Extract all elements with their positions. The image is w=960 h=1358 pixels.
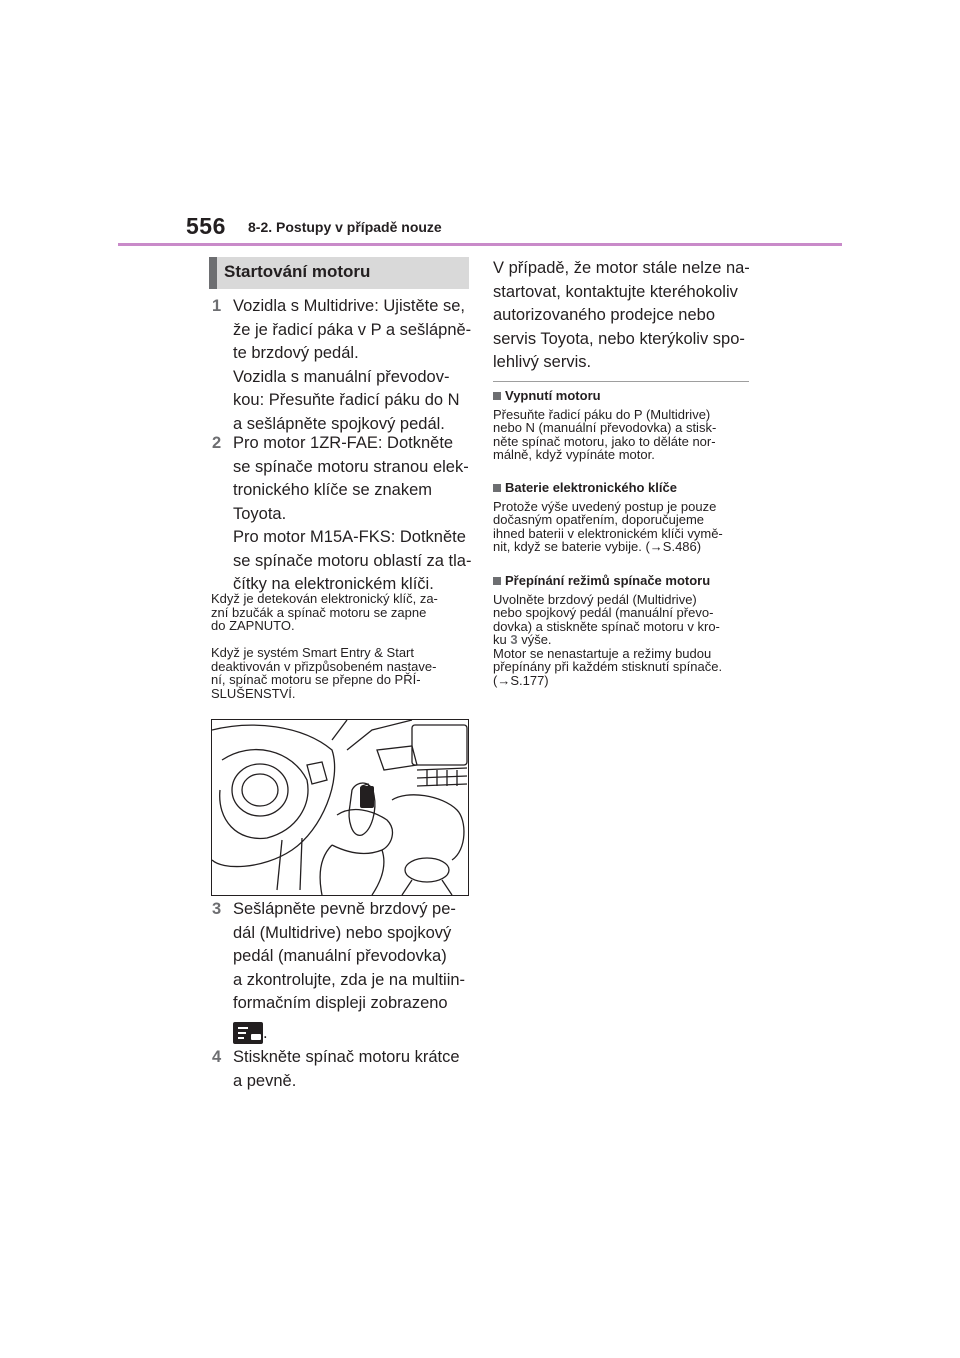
step-number: 4 xyxy=(212,1048,222,1066)
heading-accent-bar xyxy=(209,257,217,289)
section-heading xyxy=(209,257,469,289)
body-line: něte spínač motoru, jako to děláte nor- xyxy=(493,433,716,449)
step-line: Vozidla s Multidrive: Ujistěte se, xyxy=(233,297,466,315)
section-title: 8-2. Postupy v případě nouze xyxy=(248,219,442,235)
step-line: a pevně. xyxy=(233,1071,297,1090)
step-line: Stiskněte spínač motoru krátce xyxy=(233,1048,460,1066)
step-line: Pro motor 1ZR-FAE: Dotkněte xyxy=(233,434,454,452)
step-reference: 3 xyxy=(510,632,518,647)
step-4 xyxy=(212,1046,474,1093)
step-number: 3 xyxy=(212,900,222,918)
step-line: pedál (manuální převodovka) xyxy=(233,947,447,965)
line-text: ku xyxy=(493,632,511,647)
step-number: 2 xyxy=(212,434,222,452)
step-line: Sešlápněte pevně brzdový pe- xyxy=(233,900,456,918)
body-line: Uvolněte brzdový pedál (Multidrive) xyxy=(493,591,697,607)
note-line: do ZAPNUTO. xyxy=(211,618,295,633)
section-stop-engine xyxy=(493,389,716,462)
note-detected-key xyxy=(211,592,438,633)
note-line: zní bzučák a spínač motoru se zapne xyxy=(211,604,427,620)
square-bullet-icon xyxy=(493,577,501,585)
subsection-title: Přepínání režimů spínače motoru xyxy=(505,573,711,588)
step-line: dál (Multidrive) nebo spojkový xyxy=(233,923,452,942)
subsection-title: Vypnutí motoru xyxy=(505,388,601,403)
illustration-key-on-engine-switch xyxy=(211,719,469,896)
step-line: se spínače motoru stranou elek- xyxy=(233,457,469,476)
right-divider xyxy=(493,381,749,382)
step-line: že je řadicí páka v P a sešlápně- xyxy=(233,320,472,339)
step-line: formačním displeji zobrazeno xyxy=(233,994,448,1012)
para-line: lehlivý servis. xyxy=(493,353,592,371)
note-line: Když je detekován elektronický klíč, za- xyxy=(211,591,438,606)
body-line: ihned baterii v elektronickém klíči vymě- xyxy=(493,525,723,541)
step-line: Toyota. xyxy=(233,504,287,523)
heading-text: Startování motoru xyxy=(224,262,371,281)
section-switch-modes xyxy=(493,574,722,687)
step-period: . xyxy=(263,1023,268,1042)
body-line: Protože výše uvedený postup je pouze xyxy=(493,498,717,514)
step-icon-line xyxy=(233,1022,474,1046)
step-line: Pro motor M15A-FKS: Dotkněte xyxy=(233,528,466,546)
para-line: V případě, že motor stále nelze na- xyxy=(493,259,750,277)
body-line: Motor se nenastartuje a režimy budou xyxy=(493,645,712,661)
para-line: servis Toyota, nebo kterýkoliv spo- xyxy=(493,329,745,348)
note-line: Když je systém Smart Entry & Start xyxy=(211,645,414,660)
body-line: málně, když vypínáte motor. xyxy=(493,447,655,462)
step-line: čítky na elektronickém klíči. xyxy=(233,575,434,593)
step-line: se spínače motoru oblastí za tla- xyxy=(233,551,472,570)
para-line: startovat, kontaktujte kteréhokoliv xyxy=(493,282,738,301)
note-smart-entry xyxy=(211,646,436,700)
contact-dealer-paragraph xyxy=(493,257,753,375)
step-3 xyxy=(212,898,474,1045)
body-line xyxy=(493,633,722,647)
header-divider xyxy=(118,243,842,246)
body-line: dočasným opatřením, doporučujeme xyxy=(493,512,705,527)
section-key-battery xyxy=(493,481,723,554)
body-line: Přesuňte řadicí páku do P (Multidrive) xyxy=(493,406,711,422)
step-line: tronického klíče se znakem xyxy=(233,481,433,499)
subsection-title: Baterie elektronického klíče xyxy=(505,480,677,495)
note-line: deaktivován v přizpůsobeném nastave- xyxy=(211,658,437,674)
body-line: nit, když se baterie vybije. (→S.486) xyxy=(493,539,702,554)
body-line: nebo spojkový pedál (manuální převo- xyxy=(493,605,714,620)
smart-key-shape xyxy=(360,786,374,808)
square-bullet-icon xyxy=(493,484,501,492)
body-line: dovka) a stiskněte spínač motoru v kro- xyxy=(493,618,720,634)
square-bullet-icon xyxy=(493,392,501,400)
step-line: a zkontrolujte, zda je na multiin- xyxy=(233,970,466,989)
step-line: te brzdový pedál. xyxy=(233,344,359,362)
step-1 xyxy=(212,295,474,436)
para-line: autorizovaného prodejce nebo xyxy=(493,306,716,324)
body-line: (→S.177) xyxy=(493,672,549,688)
step-2 xyxy=(212,432,474,597)
dashboard-illustration xyxy=(212,720,468,895)
body-line: nebo N (manuální převodovka) a stisk- xyxy=(493,420,717,435)
step-line: Vozidla s manuální převodov- xyxy=(233,367,450,386)
step-number: 1 xyxy=(212,297,222,315)
page-number: 556 xyxy=(186,213,226,239)
note-line: SLUŠENSTVÍ. xyxy=(211,685,296,701)
brake-key-indicator-icon xyxy=(233,1022,263,1044)
body-line: přepínány při každém stisknutí spínače. xyxy=(493,659,723,674)
step-line: kou: Přesuňte řadicí páku do N xyxy=(233,391,460,409)
step-line: a sešlápněte spojkový pedál. xyxy=(233,414,445,433)
note-line: ní, spínač motoru se přepne do PŘÍ- xyxy=(211,672,421,687)
line-text: výše. xyxy=(517,632,552,647)
